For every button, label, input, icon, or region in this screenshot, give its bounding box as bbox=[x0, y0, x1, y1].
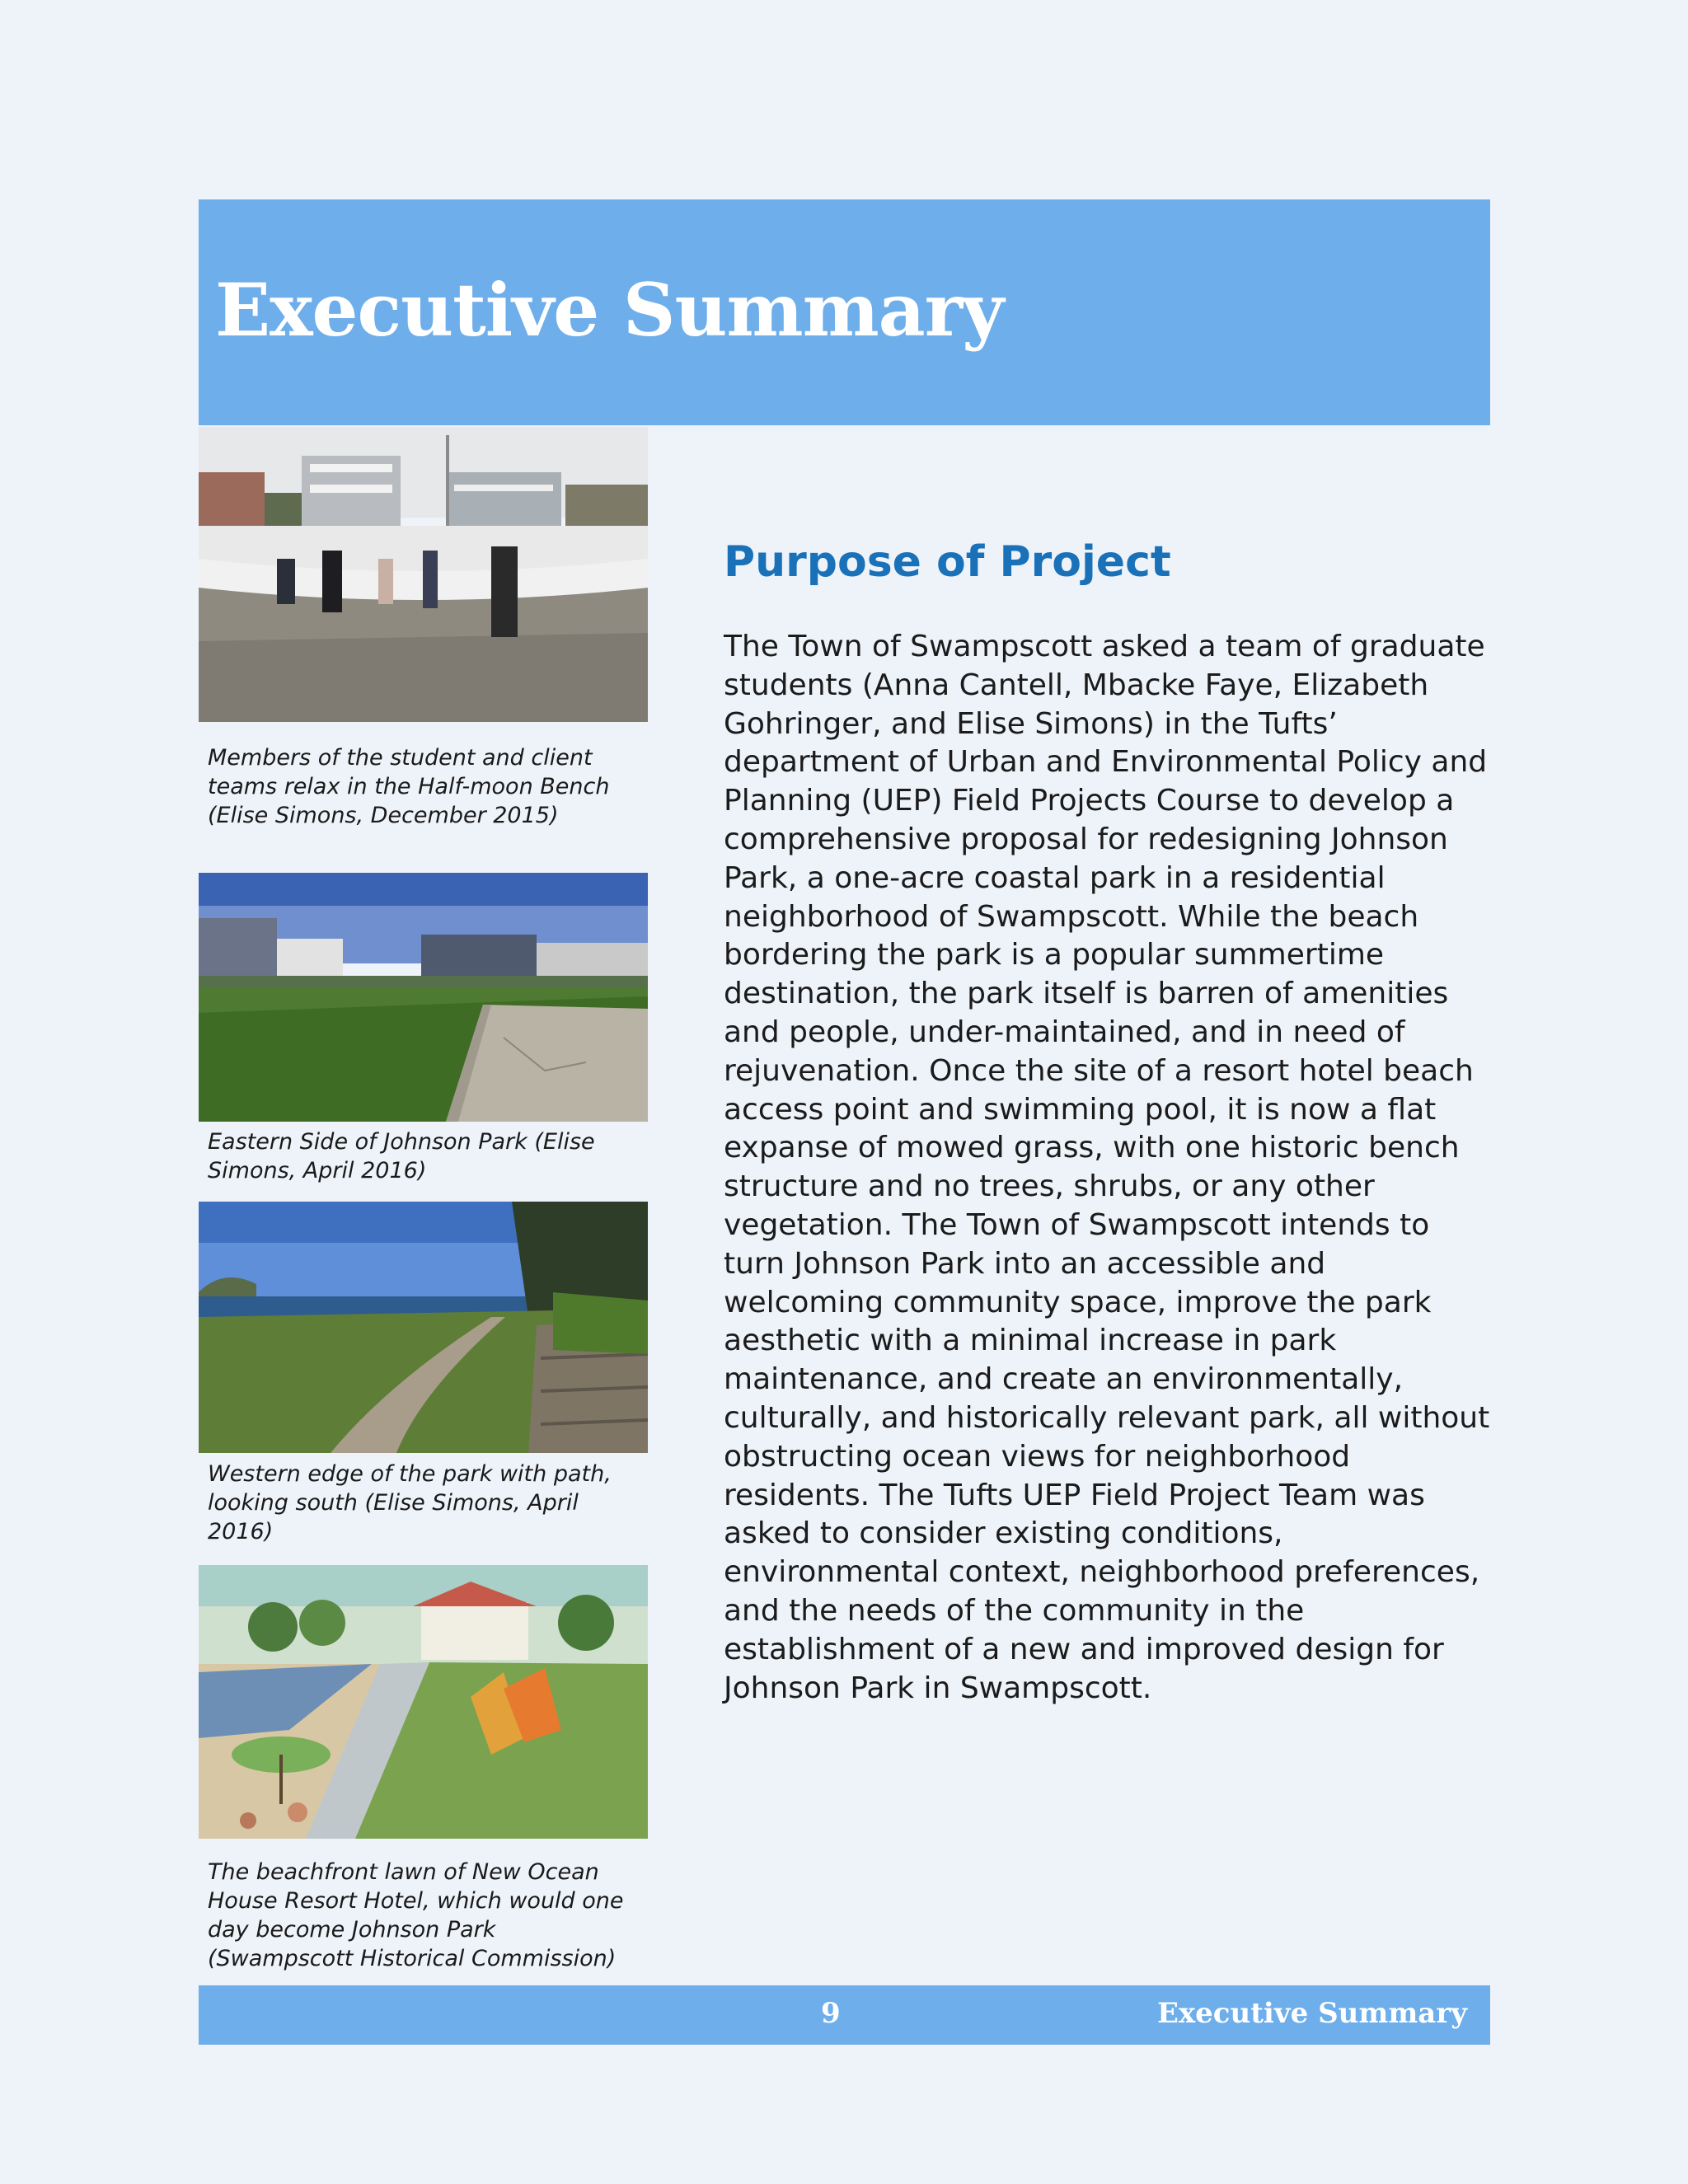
section-heading: Purpose of Project bbox=[724, 537, 1171, 587]
page-title: Executive Summary bbox=[215, 267, 1004, 353]
photo-historical-postcard bbox=[199, 1565, 648, 1839]
photo-eastern-side bbox=[199, 873, 648, 1122]
photo-caption: Members of the student and client teams relax in the Half-moon Bench (Elise Simons, December 2015) bbox=[208, 745, 610, 828]
header-banner bbox=[199, 199, 1490, 425]
footer-banner bbox=[199, 1985, 1490, 2045]
photo-caption: The beachfront lawn of New Ocean House Resort Hotel, which would one day become Johnson Park (Swampscott Historical Commission) bbox=[208, 1859, 624, 1971]
photo-caption: Western edge of the park with path, looking south (Elise Simons, April 2016) bbox=[208, 1461, 612, 1544]
footer-section-title: Executive Summary bbox=[1156, 1997, 1467, 2030]
photo-caption: Eastern Side of Johnson Park (Elise Simons, April 2016) bbox=[208, 1129, 595, 1183]
photo-half-moon-bench bbox=[199, 427, 648, 722]
body-paragraph: The Town of Swampscott asked a team of graduate students (Anna Cantell, Mbacke Faye, Elizabeth Gohringer, and Elise Simons) in the Tufts’ department of Urban and Environmental Policy and Planning (UEP) Field Projects Course to develop a comprehensive proposal for redesigning Johnson Park, a one-acre coastal park in a residential neighborhood of Swampscott. While the beach bordering the park is a popular summertime destination, the park itself is barren of amenities and people, under-maintained, and in need of rejuvenation. Once the site of a resort hotel beach access point and swimming pool, it is now a flat expanse of mowed grass, with one historic bench structure and no trees, shrubs, or any other vegetation. The Town of Swampscott intends to turn Johnson Park into an accessible and welcoming community space, improve the park aesthetic with a minimal increase in park maintenance, and create an environmentally, culturally, and historically relevant park, all without obstructing ocean views for neighborhood residents. The Tufts UEP Field Project Team was asked to consider existing conditions, environmental context, neighborhood preferences, and the needs of the community in the establishment of a new and improved design for Johnson Park in Swampscott. bbox=[724, 630, 1490, 1705]
page-number: 9 bbox=[821, 1997, 841, 2030]
photo-western-edge bbox=[199, 1202, 648, 1453]
